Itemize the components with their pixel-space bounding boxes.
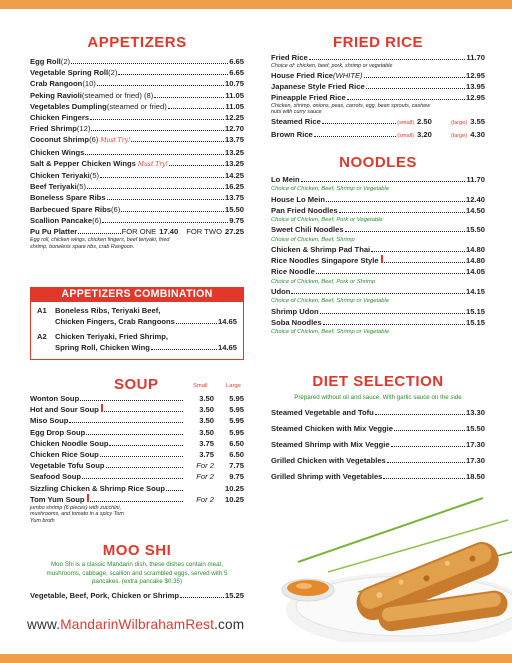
soup-item — [30, 460, 244, 471]
leader-dots — [387, 462, 465, 463]
leader-dots — [90, 501, 183, 502]
soup-large-price: 5.95 — [229, 394, 244, 403]
platter-one-label: FOR ONE — [121, 227, 157, 237]
soup-item — [30, 438, 244, 449]
fried-rice-desc: Chicken, shrimp, onions, peas, carrots, egg, bean sprouts, cashew nuts with curry sauce — [271, 103, 431, 116]
combo-line2-text: Chicken Fingers, Crab Rangoons — [55, 317, 175, 326]
appetizer-item-note: (steamed or fried) (8) — [81, 90, 154, 100]
leader-dots — [87, 188, 224, 189]
noodle-choice-note: Choice of Chicken, Beef, Shrimp or Vegetable — [271, 298, 390, 305]
platter-two-price: 27.25 — [224, 227, 244, 237]
platter-one-price: 17.40 — [159, 227, 179, 237]
noodle-item-name: Lo Mein — [271, 175, 300, 184]
leader-dots — [106, 467, 183, 468]
appetizer-item-name: Salt & Pepper Chicken Wings — [30, 158, 136, 168]
noodle-item-name: House Lo Mein — [271, 194, 326, 204]
tom-yum-note: jumbo shrimp (6 pieces) with zucchini, mushrooms, and tomato in a spicy Tom Yum broth — [30, 505, 124, 524]
mooshi-title: MOO SHI — [102, 542, 172, 559]
combo-line2 — [55, 342, 237, 353]
appetizer-item-price: 6.65 — [229, 68, 244, 78]
appetizer-item-note: (10) — [82, 79, 96, 89]
appetizer-item-price: 13.75 — [224, 135, 244, 145]
fried-rice-item-name: Pineapple Fried Rice — [271, 92, 346, 102]
url-main: MandarinWilbrahamRest — [60, 617, 215, 632]
leader-dots — [131, 141, 224, 142]
combination-section — [30, 287, 244, 360]
soup-title: SOUP — [114, 376, 159, 393]
appetizer-item-price: 11.05 — [225, 90, 244, 100]
appetizers-section — [30, 34, 244, 250]
noodle-item — [271, 224, 485, 235]
combo-item — [37, 305, 237, 327]
appetizer-item — [30, 90, 244, 101]
leader-dots — [366, 88, 465, 89]
combo-price: 14.65 — [217, 317, 237, 326]
appetizer-item-price: 6.65 — [229, 57, 244, 66]
appetizer-item — [30, 181, 244, 192]
noodle-item-price: 15.50 — [465, 225, 485, 235]
leader-dots — [118, 74, 228, 75]
leader-dots — [291, 293, 465, 294]
soup-item-name: Egg Drop Soup — [30, 427, 86, 437]
appetizer-item-note: (2) — [60, 57, 71, 66]
leader-dots — [109, 445, 183, 446]
appetizer-item-name: Peking Ravioli — [30, 90, 82, 100]
soup-small-price: For 2 — [196, 494, 214, 504]
leader-dots — [102, 222, 228, 223]
combination-title-bar — [30, 287, 244, 302]
soup-item-name: Wonton Soup — [30, 394, 80, 403]
soup-large-price: 6.50 — [229, 438, 244, 448]
appetizer-item-note: (6) — [92, 215, 102, 225]
appetizer-item-note: (steamed or fried) — [106, 101, 167, 111]
brown-rice-small-price: 3.20 — [417, 129, 432, 139]
appetizer-item-price: 16.25 — [224, 182, 244, 192]
leader-dots — [326, 201, 465, 202]
noodle-item-name: Pan Fried Noodles — [271, 205, 338, 215]
appetizer-item-name: Scallion Pancake — [30, 215, 93, 225]
soup-small-label: Small — [193, 383, 208, 389]
appetizer-item-name: Barbecued Spare Ribs — [30, 204, 112, 214]
mooshi-description: Moo Shi is a classic Mandarin dish, these dishes contain meat, mushrooms, cabbage, scallion and scrambled eggs, served with 5 pancakes. (extra pancake $0.35) — [46, 561, 228, 585]
diet-item-name: Grilled Shrimp with Vegetables — [271, 472, 383, 481]
noodle-item-price: 12.40 — [465, 194, 485, 204]
pupu-platter — [30, 226, 244, 250]
noodle-item-name: Soba Noodles — [271, 317, 322, 327]
soup-large-price: 6.50 — [229, 450, 244, 460]
fried-rice-item-price: 12.95 — [465, 92, 485, 102]
steamed-rice-small-price: 2.50 — [417, 116, 432, 126]
soup-large-price: 10.25 — [224, 483, 244, 493]
leader-dots — [107, 199, 224, 200]
leader-dots — [364, 77, 465, 78]
fried-rice-item-note: (WHITE) — [333, 70, 363, 80]
noodle-item-price: 15.15 — [465, 317, 485, 327]
steamed-rice-large-label: (large) — [451, 119, 468, 126]
leader-dots — [71, 63, 228, 64]
noodle-item-price: 14.15 — [465, 287, 485, 297]
leader-dots — [384, 262, 465, 263]
noodle-item — [271, 174, 485, 185]
leader-dots — [169, 165, 224, 166]
diet-item-price: 15.50 — [465, 424, 485, 433]
appetizer-item — [30, 158, 244, 170]
noodle-item-name: Shrimp Udon — [271, 306, 319, 316]
appetizer-item-note: (12) — [76, 124, 91, 134]
diet-item — [271, 453, 485, 469]
appetizer-item-note: (2) — [108, 68, 118, 78]
soup-item — [30, 483, 244, 494]
soup-small-price: 3.75 — [199, 438, 214, 448]
combo-code: A1 — [37, 306, 47, 315]
bottom-accent-band — [0, 654, 512, 663]
combination-title: APPETIZERS COMBINATION — [61, 288, 213, 300]
brown-rice-name: Brown Rice — [271, 129, 313, 139]
leader-dots — [375, 414, 465, 415]
appetizer-item — [30, 78, 244, 89]
appetizer-item — [30, 170, 244, 181]
noodle-item-price: 11.70 — [466, 175, 485, 184]
leader-dots — [69, 422, 183, 423]
noodle-item — [271, 286, 485, 297]
soup-item-name: Tom Yum Soup — [30, 494, 85, 504]
noodle-item — [271, 205, 485, 216]
steamed-rice-small-label: (small) — [397, 119, 415, 126]
brown-rice-large-price: 4.30 — [470, 129, 485, 139]
spicy-icon — [101, 404, 103, 412]
leader-dots — [314, 136, 396, 137]
combo-line2-text: Spring Roll, Chicken Wing — [55, 343, 150, 353]
appetizers-title: APPETIZERS — [87, 34, 187, 51]
mooshi-item — [30, 590, 244, 601]
appetizer-item-price: 15.50 — [224, 204, 244, 214]
combo-code: A2 — [37, 332, 47, 342]
fried-rice-item-name: Fried Rice — [271, 53, 308, 62]
fried-rice-item-name: Japanese Style Fried Rice — [271, 81, 365, 91]
appetizer-item-price: 12.70 — [224, 124, 244, 134]
combo-price: 14.65 — [217, 343, 237, 353]
leader-dots — [301, 181, 466, 182]
must-try-badge: Must Try! — [100, 137, 131, 145]
soup-item-name: Chicken Rice Soup — [30, 450, 99, 460]
url-prefix: www. — [27, 617, 61, 632]
soup-section — [30, 376, 244, 524]
soup-large-price: 5.95 — [229, 416, 244, 426]
soup-small-price: 3.50 — [199, 416, 214, 426]
appetizer-item-name: Chicken Teriyaki — [30, 171, 90, 181]
diet-item-price: 18.50 — [465, 472, 485, 481]
diet-title: DIET SELECTION — [312, 373, 444, 390]
website-url[interactable] — [27, 617, 244, 632]
spicy-icon — [381, 255, 383, 263]
noodles-list — [271, 174, 485, 336]
noodle-item-name: Sweet Chili Noodles — [271, 225, 344, 235]
noodle-item-price: 15.15 — [465, 306, 485, 316]
noodle-choice-note: Choice of Chicken, Beef, Shrimp or Vegetable — [271, 329, 390, 336]
leader-dots — [166, 490, 183, 491]
noodle-choice-note: Choice of Chicken, Beef, Shrimp — [271, 236, 355, 243]
diet-item-price: 13.30 — [465, 408, 485, 417]
egg-roll-photo — [268, 492, 512, 642]
fried-rice-item — [271, 52, 485, 63]
noodle-item-price: 14.80 — [465, 245, 485, 255]
appetizer-item-price: 10.75 — [224, 79, 244, 89]
appetizer-item — [30, 134, 244, 146]
steamed-rice-row — [271, 116, 485, 129]
fried-rice-item-price: 12.95 — [465, 70, 485, 80]
soup-item — [30, 404, 244, 415]
appetizer-item — [30, 56, 244, 67]
leader-dots — [345, 231, 465, 232]
leader-dots — [91, 130, 224, 131]
fried-rice-list — [271, 52, 485, 116]
diet-item-name: Steamed Vegetable and Tofu — [271, 408, 374, 417]
fried-rice-item — [271, 92, 485, 103]
leader-dots — [394, 430, 465, 431]
soup-large-price: 10.25 — [224, 494, 244, 504]
soup-small-price: 3.75 — [199, 450, 214, 460]
appetizer-item — [30, 215, 244, 226]
combo-item — [37, 331, 237, 353]
combination-box — [30, 302, 244, 360]
leader-dots — [339, 212, 465, 213]
diet-item-price: 17.30 — [465, 456, 485, 465]
appetizer-item-price: 14.25 — [224, 171, 244, 181]
noodle-item-name: Rice Noodles Singapore Style — [271, 256, 379, 266]
combo-line1: Boneless Ribs, Teriyaki Beef, — [55, 306, 161, 315]
appetizer-item-name: Beef Teriyaki — [30, 182, 77, 192]
steamed-rice-name: Steamed Rice — [271, 116, 321, 126]
mooshi-item-price: 15.25 — [224, 590, 244, 600]
noodle-item-price: 14.05 — [465, 267, 485, 277]
soup-item-name: Sizzling Chicken & Shrimp Rice Soup — [30, 483, 166, 493]
leader-dots — [80, 400, 183, 401]
egg-roll-image — [268, 492, 512, 642]
leader-dots — [347, 99, 465, 100]
leader-dots — [78, 233, 120, 234]
appetizer-item-note: (5) — [89, 171, 100, 181]
fried-rice-item — [271, 81, 485, 92]
leader-dots — [121, 211, 224, 212]
fried-rice-item-price: 11.70 — [466, 53, 485, 62]
appetizer-item — [30, 147, 244, 158]
soup-small-price: 3.50 — [199, 427, 214, 437]
appetizer-item-price: 13.25 — [224, 147, 244, 157]
leader-dots — [320, 313, 465, 314]
appetizer-item-note: (6) — [89, 135, 99, 145]
diet-section — [271, 373, 485, 485]
mooshi-section — [30, 542, 244, 601]
soup-item-name: Chicken Noodle Soup — [30, 438, 109, 448]
soup-item-name: Miso Soup — [30, 416, 69, 426]
soup-item — [30, 494, 244, 505]
fried-rice-item — [271, 70, 485, 81]
soup-item-name: Vegetable Tofu Soup — [30, 461, 105, 471]
appetizer-item — [30, 101, 244, 112]
appetizer-item — [30, 204, 244, 215]
soup-small-price: 3.50 — [199, 394, 214, 403]
appetizer-item — [30, 123, 244, 134]
leader-dots — [322, 123, 396, 124]
soup-small-price: For 2 — [196, 461, 214, 471]
must-try-badge: Must Try! — [137, 160, 168, 168]
soup-small-price: 3.50 — [199, 405, 214, 415]
noodle-item-price: 14.80 — [465, 256, 485, 266]
combo-line1: Chicken Teriyaki, Fried Shrimp, — [55, 332, 168, 342]
fried-rice-desc: Choice of: chicken, beef, pork, shrimp or vegetable — [271, 63, 393, 70]
soup-item-name: Seafood Soup — [30, 472, 82, 482]
leader-dots — [90, 119, 224, 120]
noodle-item — [271, 266, 485, 277]
appetizer-item-name: Chicken Wings — [30, 147, 85, 157]
mooshi-item-name: Vegetable, Beef, Pork, Chicken or Shrimp — [30, 590, 179, 600]
leader-dots — [100, 177, 224, 178]
appetizer-item-name: Coconut Shrimp — [30, 135, 90, 145]
appetizer-item-name: Vegetables Dumpling — [30, 101, 107, 111]
noodle-choice-note: Choice of Chicken, Beef, Shrimp or Vegetable — [271, 186, 390, 193]
combo-body — [55, 331, 237, 353]
pupu-platter-row — [30, 226, 244, 237]
appetizer-item-price: 9.75 — [229, 215, 244, 225]
soup-item — [30, 393, 244, 404]
leader-dots — [85, 154, 224, 155]
leader-dots — [100, 456, 183, 457]
diet-item — [271, 405, 485, 421]
soup-large-price: 9.75 — [229, 472, 244, 482]
leader-dots — [371, 251, 465, 252]
leader-dots — [168, 108, 225, 109]
spicy-icon — [87, 494, 89, 502]
leader-dots — [104, 411, 183, 412]
diet-item-price: 17.30 — [465, 440, 485, 449]
leader-dots — [383, 478, 465, 479]
soup-item-name: Hot and Sour Soup — [30, 405, 99, 415]
leader-dots — [316, 273, 465, 274]
leader-dots — [180, 597, 224, 598]
soup-large-label: Large — [226, 383, 241, 389]
appetizer-item-price: 13.25 — [224, 158, 244, 168]
appetizer-item-name: Boneless Spare Ribs — [30, 193, 106, 203]
leader-dots — [176, 323, 217, 324]
fried-rice-item-name: House Fried Rice — [271, 70, 334, 80]
top-accent-band — [0, 0, 512, 9]
soup-list — [30, 393, 244, 505]
leader-dots — [151, 349, 217, 350]
noodle-item — [271, 244, 485, 255]
fried-rice-item-price: 13.95 — [465, 81, 485, 91]
leader-dots — [154, 97, 224, 98]
diet-item-name: Steamed Chicken with Mix Veggie — [271, 424, 393, 433]
leader-dots — [323, 324, 465, 325]
appetizer-item-price: 12.25 — [224, 113, 244, 123]
combo-line2 — [55, 316, 237, 327]
appetizers-list — [30, 56, 244, 226]
diet-item-name: Grilled Chicken with Vegetables — [271, 456, 386, 465]
appetizer-item-price: 13.75 — [224, 193, 244, 203]
appetizer-item-name: Chicken Fingers — [30, 113, 90, 123]
noodle-item — [271, 306, 485, 317]
pupu-platter-name: Pu Pu Platter — [30, 227, 78, 237]
soup-item — [30, 427, 244, 438]
soup-large-price: 5.95 — [229, 427, 244, 437]
diet-item — [271, 469, 485, 485]
diet-item-name: Steamed Shrimp with Mix Veggie — [271, 440, 390, 449]
appetizer-item — [30, 112, 244, 123]
noodle-choice-note: Choice of Chicken, Beef, Pork or Shrimp — [271, 278, 376, 285]
diet-list — [271, 405, 485, 485]
platter-description: Egg roll, chicken wings, chicken fingers, beef teriyaki, fried shrimp, boneless spare ribs, crab Rangoon. — [30, 237, 170, 250]
diet-item — [271, 437, 485, 453]
noodles-section — [271, 154, 485, 336]
brown-rice-large-label: (large) — [451, 132, 468, 139]
leader-dots — [391, 446, 465, 447]
leader-dots — [86, 434, 183, 435]
soup-item — [30, 415, 244, 426]
noodle-item — [271, 194, 485, 205]
url-suffix: .com — [214, 617, 245, 632]
appetizer-item-name: Vegetable Spring Roll — [30, 68, 109, 78]
brown-rice-small-label: (small) — [397, 132, 415, 139]
noodle-item-name: Udon — [271, 287, 291, 297]
appetizer-item-note: (6) — [111, 204, 121, 214]
leader-dots — [97, 85, 224, 86]
steamed-rice-large-price: 3.55 — [470, 116, 485, 126]
appetizer-item-price: 11.05 — [225, 101, 244, 111]
noodle-item — [271, 255, 485, 266]
appetizer-item — [30, 67, 244, 78]
noodles-title: NOODLES — [339, 154, 417, 171]
platter-two-label: FOR TWO — [186, 227, 222, 237]
fried-rice-title: FRIED RICE — [332, 34, 423, 51]
noodle-item-price: 14.50 — [465, 205, 485, 215]
appetizer-item-name: Fried Shrimp — [30, 124, 77, 134]
diet-item — [271, 421, 485, 437]
diet-description: Prepared without oil and sauce. With garlic sauce on the side — [294, 394, 462, 401]
fried-rice-section — [271, 34, 485, 142]
brown-rice-row — [271, 129, 485, 142]
leader-dots — [309, 59, 466, 60]
appetizer-item-name: Egg Roll — [30, 57, 61, 66]
combo-body — [55, 305, 237, 327]
soup-item — [30, 449, 244, 460]
soup-header — [30, 376, 244, 393]
noodle-item — [271, 317, 485, 328]
noodle-item-name: Rice Noodle — [271, 267, 315, 277]
appetizer-item-name: Crab Rangoon — [30, 79, 83, 89]
appetizer-item-note: (5) — [76, 182, 86, 192]
leader-dots — [82, 478, 183, 479]
soup-large-price: 7.75 — [229, 461, 244, 471]
noodle-item-name: Chicken & Shrimp Pad Thai — [271, 245, 371, 255]
soup-large-price: 5.95 — [229, 405, 244, 415]
appetizer-item — [30, 192, 244, 203]
soup-small-price: For 2 — [196, 472, 214, 482]
noodle-choice-note: Choice of Chicken, Beef, Pork or Vegetable — [271, 217, 383, 224]
soup-item — [30, 471, 244, 482]
